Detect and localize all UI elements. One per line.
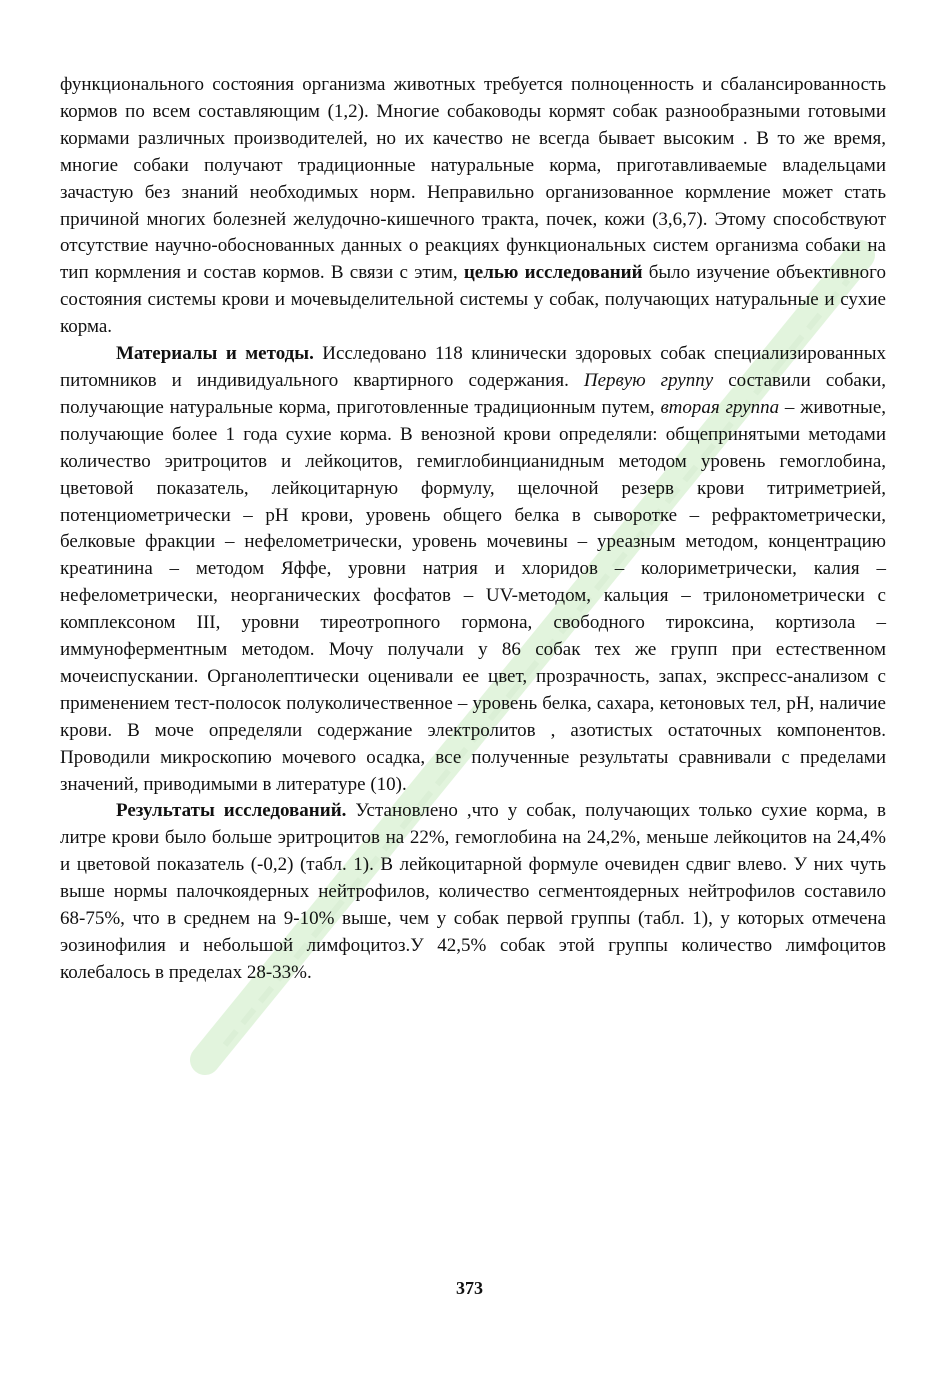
methods-text-2: составили собаки, получающие натуральные корма, приготовленные традиционным путем, [60,369,887,418]
methods-heading: Материалы и методы. [116,343,314,365]
page-number: 373 [456,1278,483,1298]
intro-text-end: было изучение объективного состояния системы крови и мочевыделительной системы у собак, получающих натуральные и сухие корма. [60,262,886,338]
methods-text-3: – животные, получающие более 1 года сухие корма. В венозной крови определяли: общепринятыми методами количество эритроцитов и лейкоцитов, гемиглобинцианидным методом уровень гемоглобина, цветовой показатель, лейкоцитарную формулу, щелочной резерв крови титриметрией, потенциометрически – pH крови, уровень общего белка в сыворотке – рефрактометрически, белковые фракции – нефелометрически, уровень мочевины – уреазным методом, концентрацию креатинина – методом Яффе, уровни натрия и хлоридов – колориметрически, калия – нефелометрически, неорганических фосфатов – UV-методом, кальция – трилонометрически с комплексоном III, уровни тиреотропного гормона, свободного тироксина, кортизола – иммуноферментным методом. Мочу получали у 86 собак тех же групп при естественном мочеиспускании. Органолептически оценивали ее цвет, прозрачность, запах, экспресс-анализом с применением тест-полосок полуколичественное – уровень белка, сахара, кетоновых тел, pH, наличие крови. В моче определяли содержание электролитов , азотистых остаточных компонентов. Проводили микроскопию мочевого осадка, все полученные результаты сравнивали с пределами значений, приводимыми в литературе (10). [60,396,887,795]
intro-text: функционального состояния организма животных требуется полноценность и сбалансированность кормов по всем составляющим (1,2). Многие собаководы кормят собак разнообразными готовыми кормами различных производителей, но их качество не всегда бывает высоким . В то же время, многие собаки получают традиционные натуральные корма, приготавливаемые владельцами зачастую без знаний необходимых норм. Неправильно организованное кормление может стать причиной многих болезней желудочно-кишечного тракта, почек, кожи (3,6,7). Этому способствуют отсутствие научно-обоснованных данных о реакциях функциональных систем организма собаки на тип кормления и состав кормов. В связи с этим, [60,74,886,284]
paragraph-results [60,798,886,986]
paragraph-methods [60,341,886,798]
group1-italic: Первую группу [583,369,714,391]
paragraph-intro [60,72,886,341]
article-body [60,72,886,987]
methods-text-1: Исследовано 118 клинически здоровых собак специализированных питомников и индивидуального квартирного содержания. [60,343,886,391]
goal-bold-text: целью исследований [463,262,643,284]
results-heading: Результаты исследований. [116,800,347,822]
group2-italic: вторая группа [660,396,780,418]
results-text: Установлено ,что у собак, получающих только сухие корма, в литре крови было больше эритроцитов на 22%, гемоглобина на 24,2%, меньше лейкоцитов на 24,4% и цветовой показатель (-0,2) (табл. 1). В лейкоцитарной формуле очевиден сдвиг влево. У них чуть выше нормы палочкоядерных нейтрофилов, количество сегментоядерных нейтрофилов составило 68-75%, что в среднем на 9-10% выше, чем у собак первой группы (табл. 1), у которых отмечена эозинофилия и небольшой лимфоцитоз.У 42,5% собак этой группы количество лимфоцитов колебалось в пределах 28-33%. [60,800,886,983]
